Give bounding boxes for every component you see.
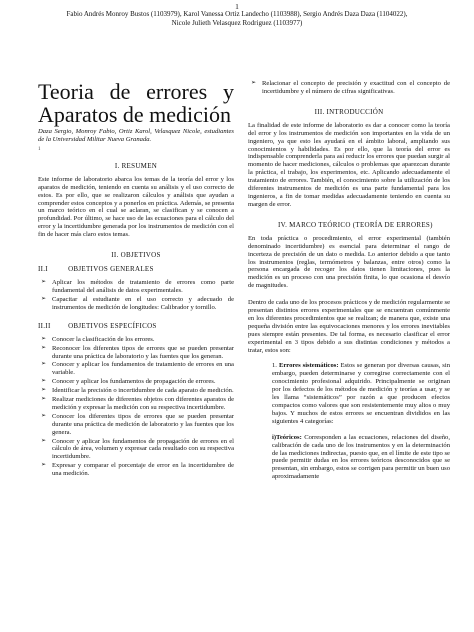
paper-title-line1 bbox=[38, 80, 234, 103]
title-word: de bbox=[109, 79, 131, 104]
paper-title-line2: Aparatos de medición bbox=[38, 102, 232, 127]
objetivos-especificos-heading bbox=[38, 322, 234, 330]
list-item: ➢ Relacionar el concepto de precisión y exactitud con el concepto de incertidumbre y el número de cifras significativas. bbox=[262, 80, 450, 96]
right-column bbox=[248, 80, 450, 481]
item-number: 1. bbox=[272, 362, 277, 370]
introduccion-text: La finalidad de este informe de laboratorio es dar a conocer como la teoría del error y los instrumentos de medición son importantes en la vida de un ingeniero, ya que esto les ayudará en el ámbito laboral, ampliando sus conocimientos y habilidades. Es por ello, que la teoría del error es indispensable comprenderla para así reducir los errores que puedan surgir al momento de hacer mediciones, cálculos o problemas que aparezcan durante la práctica, el trabajo, los experimentos, etc. Aplicando adecuadamente el tratamiento de errores. También, el conocimiento sobre la utilización de los diferentes instrumentos de medición es una parte fundamental para los ingenieros, a fin de tomar medidas adecuadamente teniendo en cuenta su margen de error. bbox=[248, 121, 450, 208]
objetivos-generales-list bbox=[38, 279, 234, 312]
left-column bbox=[38, 80, 234, 479]
marco-heading: IV. MARCO TEÓRICO (TEORÍA DE ERRORES) bbox=[278, 220, 433, 229]
byline: Daza Sergio, Monroy Fabio, Ortiz Karol, Velasquez Nicole, estudiantes de la Universidad Militar Nueva Granada. bbox=[38, 128, 234, 143]
marco-paragraph: Dentro de cada uno de los procesos prácticos y de medición regularmente se presentan distintos errores experimentales que se encuentran comúnmente en los diferentes procedimientos que se realizan; de manera que, existe una pequeña división entre las equivocaciones menores y los errores inevitables pues siempre están presentes. De tal forma, es necesario clasificar el error experimental en 3 tipos debido a sus distintas condiciones y métodos a tratar, estos son: bbox=[248, 299, 450, 354]
footnote-mark: 1 bbox=[38, 146, 41, 152]
sub-item-label: i)Teóricos: bbox=[272, 433, 302, 441]
page-number: 1 bbox=[235, 2, 239, 11]
list-item: ➢ Realizar mediciones de diferentes objetos con diferentes aparatos de medición y expresar la medición con su respectiva incertidumbre. bbox=[52, 396, 234, 412]
list-item: ➢ Expresar y comparar el porcentaje de error en la incertidumbre de una medición. bbox=[52, 462, 234, 478]
resumen-text: Este informe de laboratorio abarca los temas de la teoría del error y los aparatos de medición, teniendo en cuenta su análisis y el uso correcto de estos. Es por ello, que se realizaron cálculos y análisis que ayudan a comprender estos conceptos y a ponerlos en práctica. Además, se presenta un marco teórico en el cual se aclaran, se clasifican y se conocen a profundidad. Por último, se hace uso de las ecuaciones para el cálculo del error y la incertidumbre generada por los instrumentos de medición con el fin de hacer más claro estos temas. bbox=[38, 175, 234, 239]
title-word: Teoria bbox=[38, 79, 94, 104]
sub-item-text: Corresponden a las ecuaciones, relaciones del diseño, calibración de cada uno de los instrumentos y en la determinación de las mediciones indirectas, puesto que, en el límite de este tipo se puede permitir dudas en los errores teóricos desconocidos que se presentan, sin embargo, estos se corrigen para permitir un buen uso aproximadamente bbox=[272, 433, 450, 481]
list-item: ➢ Aplicar los métodos de tratamiento de errores como parte fundamental del análisis de datos experimentales. bbox=[52, 279, 234, 295]
item-text: Estos se generan por diversas causas, sin embargo, pueden determinarse y corregirse correctamente con el conocimiento profesional adquirido. Principalmente se originan por los defectos de los métodos de medición y teorías a usar, y se les llama “sistemáticos” por razón a que producen efectos compactos como valores que son resistentemente muy altos o muy bajos. Y muchos de estos errores se encuentran divididos en las siguientes 4 categorías: bbox=[272, 362, 450, 425]
list-item: ➢ Conocer y aplicar los fundamentos de propagación de errores en el cálculo de área, volumen y expresar cada resultado con su respectiva incertidumbre. bbox=[52, 438, 234, 462]
section-title: OBJETIVOS GENERALES bbox=[68, 265, 154, 274]
list-item: ➢ Conocer y aplicar los fundamentos de propagación de errores. bbox=[52, 378, 234, 386]
list-item bbox=[272, 362, 450, 425]
error-types-list bbox=[258, 362, 450, 481]
objetivos-generales-heading bbox=[38, 265, 234, 273]
section-number: II.I bbox=[38, 265, 48, 274]
list-item: ➢ Conocer los diferentes tipos de errores que se pueden presentar durante una práctica de medición de laboratorio y las fuentes que los genera. bbox=[52, 413, 234, 437]
authors-line: Nicole Julieth Velasquez Rodriguez (1103977) bbox=[171, 18, 303, 27]
authors-line: Fabio Andrés Monroy Bustos (1103979), Karol Vanessa Ortiz Landecho (1103988), Sergio Andrés Daza Daza (1104022), bbox=[66, 10, 408, 18]
list-item: ➢ Conocer la clasificación de los errores. bbox=[52, 336, 234, 344]
title-word: errores bbox=[146, 79, 208, 104]
marco-paragraph: En toda práctica o procedimiento, el error experimental (también denominado incertidumbre) es esencial para determinar el rango de incerteza de precisión de un dato o medida. Lo anterior debido a que tanto los instrumentos (reglas, termómetros y balanzas, entre otros) como la persona encargada de recoger los datos tienen limitaciones, pues la medición es un proceso con una precisión finita, lo que ocasiona el desvío de magnitudes. bbox=[248, 234, 450, 290]
objetivos-heading: II. OBJETIVOS bbox=[111, 251, 161, 260]
objetivos-especificos-list bbox=[38, 336, 234, 478]
sub-item bbox=[272, 434, 450, 481]
introduccion-heading: III. INTRODUCCIÓN bbox=[314, 107, 384, 116]
objetivos-continued-list bbox=[248, 80, 450, 96]
list-item: ➢ Conocer y aplicar los fundamentos de tratamiento de errores en una variable. bbox=[52, 361, 234, 377]
list-item: ➢ Identificar la precisión o incertidumbre de cada aparato de medición. bbox=[52, 387, 234, 395]
list-item: ➢ Capacitar al estudiante en el uso correcto y adecuado de instrumentos de medición de longitudes: Calibrador y tornillo. bbox=[52, 296, 234, 312]
section-title: OBJETIVOS ESPECÍFICOS bbox=[68, 321, 157, 330]
title-word: y bbox=[222, 79, 234, 104]
item-label: Errores sistemáticos: bbox=[278, 362, 339, 370]
authors-header bbox=[20, 10, 454, 27]
resumen-heading: I. RESUMEN bbox=[114, 161, 158, 170]
list-item: ➢ Reconocer los diferentes tipos de errores que se pueden presentar durante una práctica de laboratorio y las fuentes que los generan. bbox=[52, 345, 234, 361]
section-number: II.II bbox=[38, 321, 51, 330]
